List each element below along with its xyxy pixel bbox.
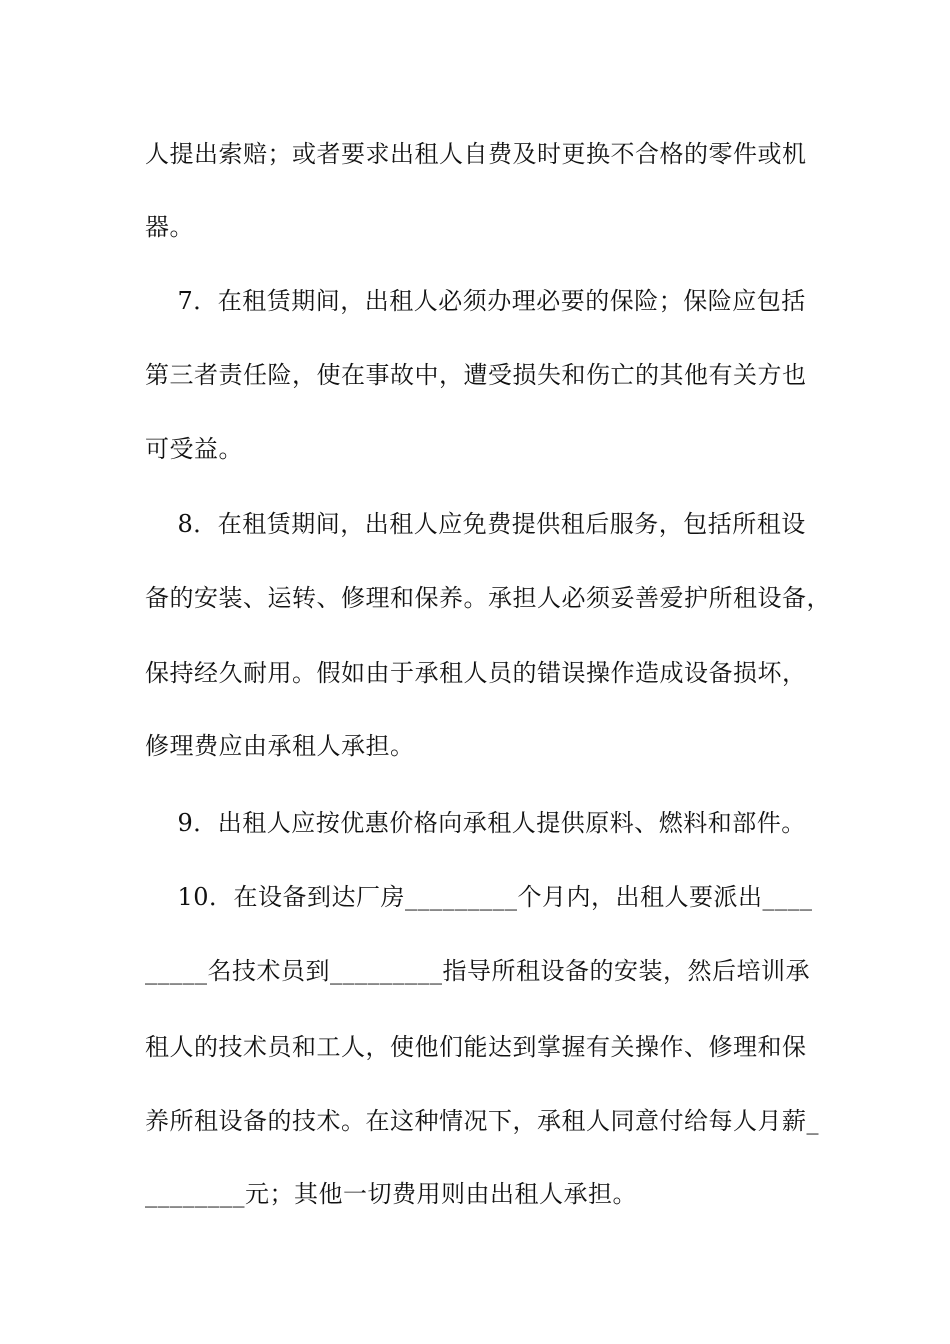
paragraph-line: 修理费应由承租人承担。 bbox=[145, 732, 415, 760]
paragraph-line: 可受益。 bbox=[145, 435, 243, 463]
paragraph-line: 备的安装、运转、修理和保养。承担人必须妥善爱护所租设备， bbox=[145, 584, 831, 612]
paragraph-line: 10．在设备到达厂房_________个月内，出租人要派出____ bbox=[145, 883, 813, 911]
paragraph-line: 9．出租人应按优惠价格向承租人提供原料、燃料和部件。 bbox=[145, 809, 806, 837]
paragraph-line: ________元；其他一切费用则由出租人承担。 bbox=[145, 1180, 637, 1208]
paragraph-line: 租人的技术员和工人，使他们能达到掌握有关操作、修理和保 bbox=[145, 1033, 807, 1061]
paragraph-line: 保持经久耐用。假如由于承租人员的错误操作造成设备损坏， bbox=[145, 659, 807, 687]
paragraph-line: 8．在租赁期间，出租人应免费提供租后服务，包括所租设 bbox=[145, 510, 806, 538]
paragraph-line: 养所租设备的技术。在这种情况下，承租人同意付给每人月薪_ bbox=[145, 1107, 819, 1135]
paragraph-line: 人提出索赔；或者要求出租人自费及时更换不合格的零件或机 bbox=[145, 140, 807, 168]
paragraph-line: 器。 bbox=[145, 213, 194, 241]
paragraph-line: _____名技术员到_________指导所租设备的安装，然后培训承 bbox=[145, 957, 810, 985]
paragraph-line: 第三者责任险，使在事故中，遭受损失和伤亡的其他有关方也 bbox=[145, 361, 807, 389]
paragraph-line: 7．在租赁期间，出租人必须办理必要的保险；保险应包括 bbox=[145, 287, 806, 315]
